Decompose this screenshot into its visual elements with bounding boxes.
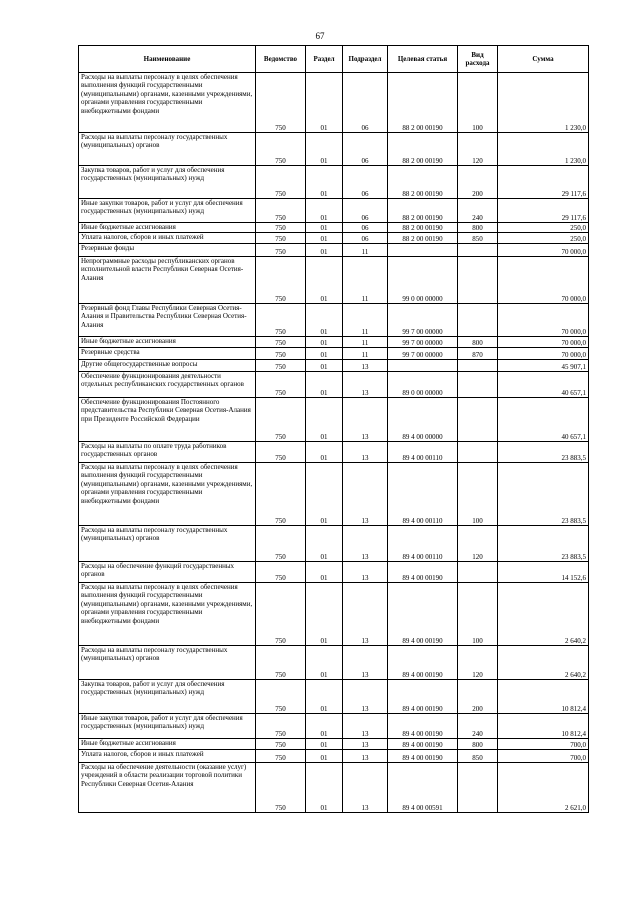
row-expense-type: 240	[458, 714, 498, 739]
row-subsection: 11	[343, 257, 388, 304]
row-subsection: 06	[343, 166, 388, 199]
row-subsection: 13	[343, 442, 388, 463]
row-name	[79, 233, 256, 244]
row-name-text: Расходы на обеспечение функций государственных органов	[81, 562, 235, 579]
row-target: 99 7 00 00000	[388, 348, 458, 360]
header-subsection: Подраздел	[343, 46, 388, 73]
row-department: 750	[256, 750, 306, 763]
row-expense-type: 120	[458, 133, 498, 166]
row-name-text: Расходы на выплаты персоналу в целях обеспечения выполнения функций государственными (муниципальными) органами, казенными учреждениями, органами управления государственными внебюджетными фондами	[81, 583, 253, 625]
row-section: 01	[306, 348, 343, 360]
row-target: 89 4 00 00591	[388, 763, 458, 813]
row-department: 750	[256, 223, 306, 233]
row-name-text: Иные бюджетные ассигнования	[81, 739, 176, 747]
row-amount: 250,0	[498, 223, 589, 233]
table-row	[79, 233, 589, 244]
row-target: 89 4 00 00110	[388, 463, 458, 526]
row-subsection: 13	[343, 714, 388, 739]
row-subsection: 11	[343, 337, 388, 348]
row-name	[79, 257, 256, 304]
table-row	[79, 223, 589, 233]
row-amount: 2 621,0	[498, 763, 589, 813]
row-subsection: 13	[343, 763, 388, 813]
row-amount: 45 907,1	[498, 360, 589, 372]
row-subsection: 13	[343, 583, 388, 646]
row-subsection: 11	[343, 244, 388, 257]
table-row	[79, 244, 589, 257]
row-name	[79, 337, 256, 348]
row-name	[79, 646, 256, 680]
table-row	[79, 562, 589, 583]
row-name	[79, 304, 256, 337]
row-target	[388, 360, 458, 372]
table-row	[79, 680, 589, 714]
table-row	[79, 463, 589, 526]
row-expense-type: 120	[458, 526, 498, 562]
table-row	[79, 646, 589, 680]
row-section: 01	[306, 739, 343, 750]
row-target: 89 4 00 00190	[388, 739, 458, 750]
row-department: 750	[256, 244, 306, 257]
row-target: 89 4 00 00110	[388, 442, 458, 463]
row-name	[79, 360, 256, 372]
row-expense-type: 870	[458, 348, 498, 360]
table-row	[79, 526, 589, 562]
row-target: 89 4 00 00190	[388, 646, 458, 680]
row-subsection: 13	[343, 750, 388, 763]
row-subsection: 13	[343, 739, 388, 750]
row-name-text: Иные закупки товаров, работ и услуг для обеспечения государственных (муниципальных) нужд	[81, 714, 243, 731]
row-name	[79, 463, 256, 526]
row-name-text: Расходы на выплаты персоналу государственных (муниципальных) органов	[81, 646, 228, 663]
row-name-text: Обеспечение функционирования Постоянного представительства Республики Северная Осетия-Алания при Президенте Российской Федерации	[81, 398, 251, 423]
row-subsection: 06	[343, 223, 388, 233]
table-row	[79, 166, 589, 199]
row-name	[79, 73, 256, 133]
row-section: 01	[306, 646, 343, 680]
row-name-text: Другие общегосударственные вопросы	[81, 360, 198, 368]
row-target: 89 4 00 00110	[388, 526, 458, 562]
table-row	[79, 133, 589, 166]
row-target: 89 4 00 00190	[388, 714, 458, 739]
row-name-text: Иные бюджетные ассигнования	[81, 223, 176, 231]
row-section: 01	[306, 583, 343, 646]
row-section: 01	[306, 442, 343, 463]
row-target: 88 2 00 00190	[388, 166, 458, 199]
row-subsection: 06	[343, 73, 388, 133]
row-subsection: 13	[343, 360, 388, 372]
row-expense-type	[458, 763, 498, 813]
row-expense-type: 100	[458, 73, 498, 133]
row-expense-type: 240	[458, 199, 498, 223]
header-expense-type: Вид расхода	[458, 46, 498, 73]
row-name-text: Уплата налогов, сборов и иных платежей	[81, 750, 204, 758]
row-target: 89 4 00 00190	[388, 750, 458, 763]
row-amount: 70 000,0	[498, 257, 589, 304]
row-amount: 1 230,0	[498, 73, 589, 133]
row-target: 88 2 00 00190	[388, 233, 458, 244]
row-name-text: Закупка товаров, работ и услуг для обеспечения государственных (муниципальных) нужд	[81, 166, 225, 183]
row-department: 750	[256, 463, 306, 526]
row-name-text: Непрограммные расходы республиканских органов исполнительной власти Республики Северная Осетия-Алания	[81, 257, 244, 282]
row-section: 01	[306, 73, 343, 133]
row-name	[79, 372, 256, 398]
row-department: 750	[256, 526, 306, 562]
row-expense-type: 200	[458, 680, 498, 714]
row-department: 750	[256, 714, 306, 739]
row-amount: 23 883,5	[498, 442, 589, 463]
row-name-text: Расходы на выплаты персоналу в целях обеспечения выполнения функций государственными (муниципальными) органами, казенными учреждениями, органами управления государственными внебюджетными фондами	[81, 463, 253, 505]
row-subsection: 11	[343, 348, 388, 360]
row-section: 01	[306, 360, 343, 372]
row-amount: 40 657,1	[498, 398, 589, 442]
row-amount: 29 117,6	[498, 166, 589, 199]
row-expense-type	[458, 398, 498, 442]
row-section: 01	[306, 562, 343, 583]
row-amount: 10 812,4	[498, 680, 589, 714]
row-name	[79, 133, 256, 166]
row-department: 750	[256, 73, 306, 133]
row-amount: 14 152,6	[498, 562, 589, 583]
row-target: 88 2 00 00190	[388, 199, 458, 223]
row-section: 01	[306, 463, 343, 526]
row-expense-type	[458, 304, 498, 337]
table-row	[79, 257, 589, 304]
row-name-text: Резервные фонды	[81, 244, 135, 252]
row-department: 750	[256, 646, 306, 680]
row-target: 88 2 00 00190	[388, 133, 458, 166]
row-subsection: 13	[343, 562, 388, 583]
row-section: 01	[306, 304, 343, 337]
row-expense-type: 850	[458, 233, 498, 244]
row-name-text: Иные бюджетные ассигнования	[81, 337, 176, 345]
row-department: 750	[256, 680, 306, 714]
row-name	[79, 166, 256, 199]
table-row	[79, 714, 589, 739]
row-name	[79, 526, 256, 562]
page-number: 67	[315, 31, 325, 41]
row-amount: 2 640,2	[498, 583, 589, 646]
row-section: 01	[306, 750, 343, 763]
row-expense-type	[458, 257, 498, 304]
row-name	[79, 244, 256, 257]
row-amount: 23 883,5	[498, 463, 589, 526]
table-header-row	[79, 46, 589, 73]
row-name	[79, 680, 256, 714]
header-target: Целевая статья	[388, 46, 458, 73]
row-target: 89 4 00 00190	[388, 583, 458, 646]
row-section: 01	[306, 337, 343, 348]
table-row	[79, 763, 589, 813]
row-name-text: Резервный фонд Главы Республики Северная Осетия-Алания и Правительства Республики Северная Осетия-Алания	[81, 304, 247, 329]
row-amount: 70 000,0	[498, 304, 589, 337]
row-section: 01	[306, 233, 343, 244]
row-target: 88 2 00 00190	[388, 223, 458, 233]
row-department: 750	[256, 233, 306, 244]
row-subsection: 13	[343, 646, 388, 680]
row-amount: 70 000,0	[498, 348, 589, 360]
row-name-text: Уплата налогов, сборов и иных платежей	[81, 233, 204, 241]
table-row	[79, 199, 589, 223]
row-expense-type: 120	[458, 646, 498, 680]
row-section: 01	[306, 526, 343, 562]
row-subsection: 13	[343, 680, 388, 714]
row-department: 750	[256, 583, 306, 646]
row-section: 01	[306, 223, 343, 233]
row-amount: 10 812,4	[498, 714, 589, 739]
table-row	[79, 348, 589, 360]
row-target: 89 4 00 00190	[388, 562, 458, 583]
row-name	[79, 442, 256, 463]
row-subsection: 06	[343, 233, 388, 244]
row-amount: 1 230,0	[498, 133, 589, 166]
row-amount: 700,0	[498, 739, 589, 750]
row-name-text: Расходы на выплаты персоналу государственных (муниципальных) органов	[81, 526, 228, 543]
row-name	[79, 750, 256, 763]
table-row	[79, 73, 589, 133]
row-name-text: Расходы на выплаты по оплате труда работников государственных органов	[81, 442, 227, 459]
row-expense-type	[458, 360, 498, 372]
row-name-text: Расходы на выплаты персоналу в целях обеспечения выполнения функций государственными (муниципальными) органами, казенными учреждениями, органами управления государственными внебюджетными фондами	[81, 73, 253, 115]
row-department: 750	[256, 739, 306, 750]
row-amount: 70 000,0	[498, 337, 589, 348]
table-row	[79, 739, 589, 750]
row-amount: 23 883,5	[498, 526, 589, 562]
row-department: 750	[256, 337, 306, 348]
row-name	[79, 199, 256, 223]
row-department: 750	[256, 398, 306, 442]
table-body	[79, 73, 589, 813]
row-expense-type	[458, 562, 498, 583]
row-name-text: Расходы на выплаты персоналу государственных (муниципальных) органов	[81, 133, 228, 150]
row-subsection: 13	[343, 463, 388, 526]
table-row	[79, 750, 589, 763]
row-section: 01	[306, 398, 343, 442]
row-department: 750	[256, 562, 306, 583]
row-department: 750	[256, 360, 306, 372]
row-target: 89 0 00 00000	[388, 372, 458, 398]
row-section: 01	[306, 199, 343, 223]
table-row	[79, 583, 589, 646]
row-name	[79, 223, 256, 233]
row-department: 750	[256, 763, 306, 813]
row-department: 750	[256, 199, 306, 223]
row-department: 750	[256, 304, 306, 337]
row-section: 01	[306, 372, 343, 398]
row-expense-type	[458, 372, 498, 398]
row-target: 99 7 00 00000	[388, 304, 458, 337]
row-amount: 40 657,1	[498, 372, 589, 398]
header-department: Ведомство	[256, 46, 306, 73]
row-section: 01	[306, 133, 343, 166]
row-expense-type	[458, 244, 498, 257]
row-section: 01	[306, 680, 343, 714]
table-row	[79, 442, 589, 463]
row-subsection: 13	[343, 398, 388, 442]
header-section: Раздел	[306, 46, 343, 73]
row-name-text: Иные закупки товаров, работ и услуг для обеспечения государственных (муниципальных) нужд	[81, 199, 243, 216]
row-department: 750	[256, 372, 306, 398]
row-amount: 2 640,2	[498, 646, 589, 680]
row-amount: 70 000,0	[498, 244, 589, 257]
row-name-text: Расходы на обеспечение деятельности (оказание услуг) учреждений в области реализации торговой политики Республики Северная Осетия-Алания	[81, 763, 247, 788]
row-subsection: 13	[343, 372, 388, 398]
row-name	[79, 348, 256, 360]
row-department: 750	[256, 257, 306, 304]
table-row	[79, 337, 589, 348]
row-department: 750	[256, 133, 306, 166]
row-name	[79, 714, 256, 739]
row-department: 750	[256, 348, 306, 360]
row-expense-type: 800	[458, 739, 498, 750]
budget-table	[78, 45, 589, 813]
row-subsection: 13	[343, 526, 388, 562]
row-department: 750	[256, 442, 306, 463]
row-name	[79, 739, 256, 750]
row-subsection: 06	[343, 133, 388, 166]
row-name-text: Резервные средства	[81, 348, 140, 356]
row-target: 89 4 00 00190	[388, 680, 458, 714]
row-name-text: Обеспечение функционирования деятельности отдельных республиканских государственных органов	[81, 372, 244, 389]
row-section: 01	[306, 714, 343, 739]
row-section: 01	[306, 763, 343, 813]
row-subsection: 11	[343, 304, 388, 337]
row-name-text: Закупка товаров, работ и услуг для обеспечения государственных (муниципальных) нужд	[81, 680, 225, 697]
row-section: 01	[306, 166, 343, 199]
row-subsection: 06	[343, 199, 388, 223]
table-row	[79, 372, 589, 398]
row-name	[79, 562, 256, 583]
row-expense-type: 200	[458, 166, 498, 199]
header-amount: Сумма	[498, 46, 589, 73]
row-section: 01	[306, 244, 343, 257]
table-row	[79, 360, 589, 372]
header-name: Наименование	[79, 46, 256, 73]
row-expense-type: 800	[458, 337, 498, 348]
row-name	[79, 583, 256, 646]
row-target: 89 4 00 00000	[388, 398, 458, 442]
row-expense-type	[458, 442, 498, 463]
row-amount: 29 117,6	[498, 199, 589, 223]
row-target: 99 7 00 00000	[388, 337, 458, 348]
row-expense-type: 800	[458, 223, 498, 233]
row-expense-type: 850	[458, 750, 498, 763]
table-row	[79, 304, 589, 337]
row-department: 750	[256, 166, 306, 199]
row-target	[388, 244, 458, 257]
row-name	[79, 763, 256, 813]
row-target: 88 2 00 00190	[388, 73, 458, 133]
table-row	[79, 398, 589, 442]
row-expense-type: 100	[458, 583, 498, 646]
row-target: 99 0 00 00000	[388, 257, 458, 304]
row-amount: 250,0	[498, 233, 589, 244]
row-section: 01	[306, 257, 343, 304]
row-name	[79, 398, 256, 442]
row-amount: 700,0	[498, 750, 589, 763]
row-expense-type: 100	[458, 463, 498, 526]
